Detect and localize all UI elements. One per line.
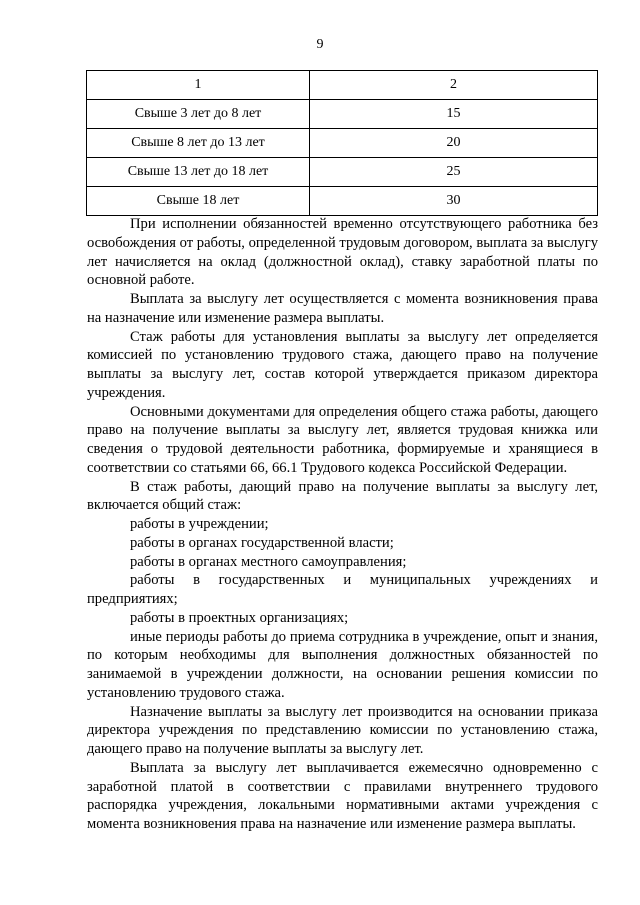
table-cell-percent: 25 <box>310 158 598 187</box>
paragraph: Выплата за выслугу лет выплачивается ежемесячно одновременно с заработной платой в соответствии с правилами внутреннего трудового распорядка учреждения, локальными нормативными актами учреждения с момента возникновения права на назначение или изменение размера выплаты. <box>87 759 598 832</box>
table-cell-period: Свыше 3 лет до 8 лет <box>87 100 310 129</box>
list-item: работы в органах местного самоуправления; <box>130 553 407 570</box>
paragraph: Стаж работы для установления выплаты за выслугу лет определяется комиссией по установлению трудового стажа, дающего право на получение выплаты за выслугу лет, состав которой утверждается приказом директора учреждения. <box>87 328 598 401</box>
table-cell-percent: 20 <box>310 129 598 158</box>
table-cell-percent: 15 <box>310 100 598 129</box>
paragraph: Выплата за выслугу лет осуществляется с момента возникновения права на назначение или изменение размера выплаты. <box>87 291 598 326</box>
table-cell-percent: 30 <box>310 187 598 216</box>
document-body <box>87 215 598 834</box>
table-header-cell: 2 <box>310 71 598 100</box>
list-item: работы в государственных и муниципальных учреждениях и предприятиях; <box>87 572 598 607</box>
paragraph: В стаж работы, дающий право на получение выплаты за выслугу лет, включается общий стаж: <box>87 478 598 514</box>
table-cell-period: Свыше 13 лет до 18 лет <box>87 158 310 187</box>
table-row <box>87 100 598 129</box>
table-header-cell: 1 <box>87 71 310 100</box>
table-header-row <box>87 71 598 100</box>
paragraph: Основными документами для определения общего стажа работы, дающего право на получение выплаты за выслугу лет, является трудовая книжка или сведения о трудовой деятельности работника, формируемые и хранящиеся в соответствии со статьями 66, 66.1 Трудового кодекса Российской Федерации. <box>87 403 598 476</box>
paragraph: При исполнении обязанностей временно отсутствующего работника без освобождения от работы, определенной трудовым договором, выплата за выслугу лет начисляется на оклад (должностной оклад), ставку заработной платы по основной работе. <box>87 216 598 289</box>
list-item: работы в проектных организациях; <box>130 609 349 626</box>
seniority-table <box>86 70 598 216</box>
page-number: 9 <box>316 37 324 52</box>
paragraph: Назначение выплаты за выслугу лет производится на основании приказа директора учреждения по представлению комиссии по установлению стажа, дающего право на получение выплаты за выслугу лет. <box>87 703 598 757</box>
table-row <box>87 158 598 187</box>
table-row <box>87 187 598 216</box>
list-item: иные периоды работы до приема сотрудника в учреждение, опыт и знания, по которым необходимы для выполнения должностных обязанностей по занимаемой в учреждении должности, на основании решения комиссии по установлению трудового стажа. <box>87 628 598 701</box>
table-cell-period: Свыше 18 лет <box>87 187 310 216</box>
table-cell-period: Свыше 8 лет до 13 лет <box>87 129 310 158</box>
table-row <box>87 129 598 158</box>
list-item: работы в органах государственной власти; <box>130 534 394 551</box>
list-item: работы в учреждении; <box>130 516 269 532</box>
